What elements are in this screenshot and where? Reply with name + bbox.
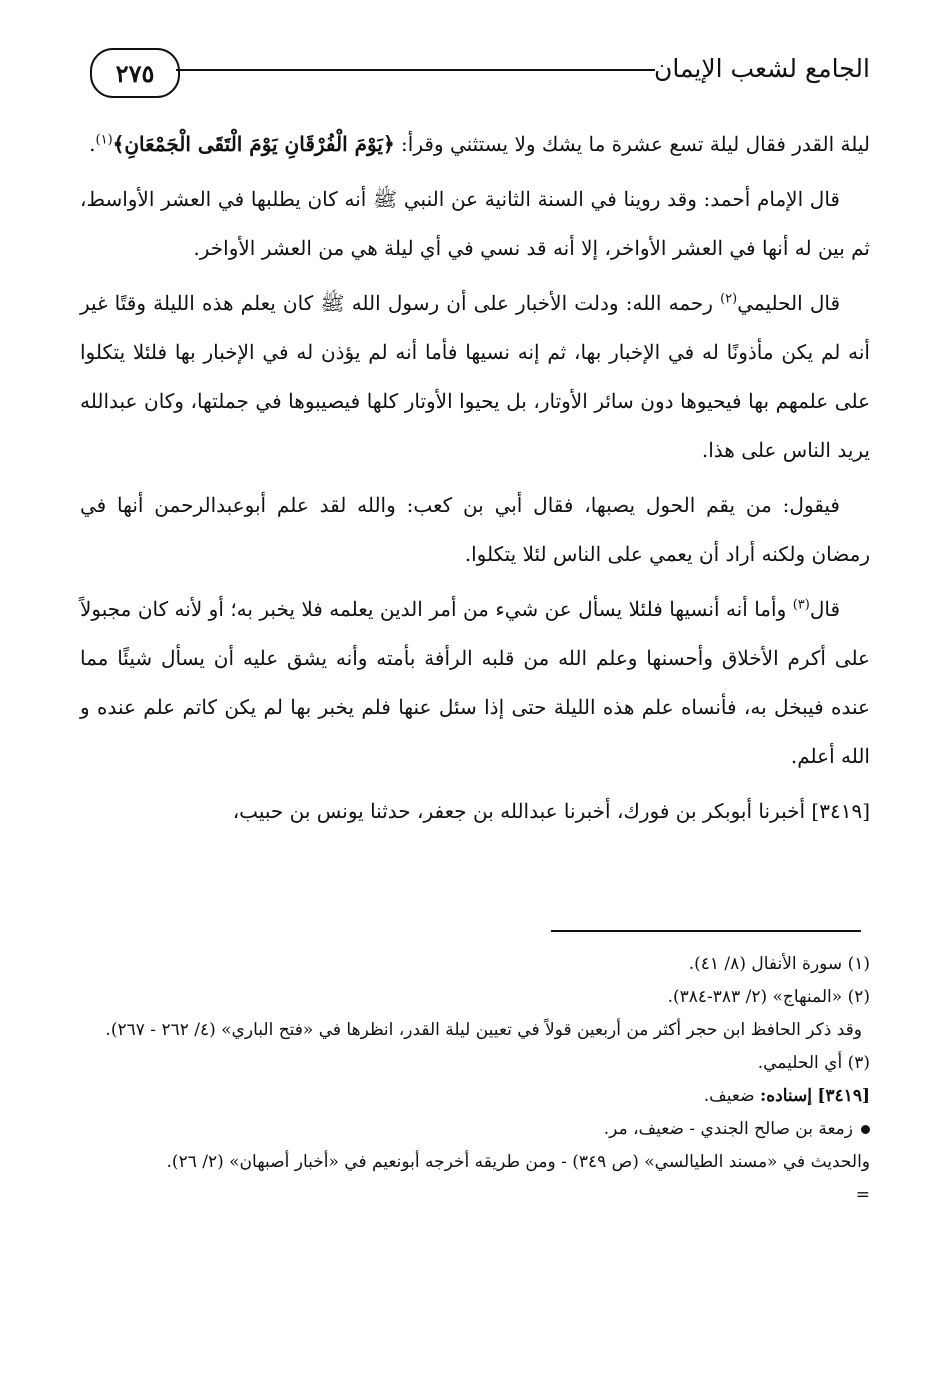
bullet-icon bbox=[861, 1125, 870, 1134]
footnote-5 bbox=[80, 1113, 870, 1146]
footnote-5-text: زمعة بن صالح الجندي - ضعيف، مر. bbox=[603, 1119, 853, 1139]
footnote-separator bbox=[551, 930, 861, 932]
paragraph-1-end: . bbox=[89, 132, 96, 156]
paragraph-3-text: رحمه الله: ودلت الأخبار على أن رسول الله ﷺ كان يعلم هذه الليلة وقتًا غير أنه لم يكن مأذونًا له في الإخبار بها، ثم إنه نسيها فأما أنه لم يؤذن له في الإخبار بها فلئلا يتكلوا على علمهم بها فيحيوها دون سائر الأوتار، بل يحيوا الأوتار كلها فيصيبوها في جملتها، وكان عبدالله يريد الناس على هذا. bbox=[80, 291, 870, 462]
running-title: الجامع لشعب الإيمان bbox=[653, 54, 870, 83]
footnote-hadith-number: [٣٤١٩] bbox=[817, 1086, 870, 1106]
quran-verse: ﴿يَوْمَ الْفُرْقَانِ يَوْمَ الْتَقَى الْجَمْعَانِ﴾ bbox=[112, 132, 395, 156]
footnote-6: والحديث في «مسند الطيالسي» (ص ٣٤٩) - ومن طريقه أخرجه أبونعيم في «أخبار أصبهان» (٢/ ٢٦). bbox=[166, 1152, 870, 1172]
footnote-ref-1: (١) bbox=[95, 132, 113, 148]
hadith-number: [٣٤١٩] bbox=[811, 799, 870, 823]
page-number: ٢٧٥ bbox=[90, 48, 180, 98]
paragraph-5-text: وأما أنه أنسيها فلئلا يسأل عن شيء من أمر الدين يعلمه فلا يخبر به؛ أو لأنه كان مجبولاً على أكرم الأخلاق وأحسنها وعلم الله من قلبه الرأفة بأمته وأنه يشق عليه أن يسأل شيئًا مما عنده فيبخل به، فأنساه علم هذه الليلة حتى إذا سئل عنها فلم يخبر بها لم يكن كاتم علم عنده و الله أعلم. bbox=[80, 597, 870, 768]
continuation-mark: = bbox=[855, 1185, 870, 1205]
footnote-2-note: وقد ذكر الحافظ ابن حجر أكثر من أربعين قولاً في تعيين ليلة القدر، انظرها في «فتح الباري» (٤/ ٢٦٢ - ٢٦٧). bbox=[105, 1020, 862, 1040]
footnotes bbox=[80, 948, 870, 1212]
footnote-ref-2: (٢) bbox=[720, 291, 738, 307]
footnote-isnad-label: إسناده: bbox=[759, 1086, 812, 1106]
paragraph-6-text: أخبرنا أبوبكر بن فورك، أخبرنا عبدالله بن جعفر، حدثنا يونس بن حبيب، bbox=[232, 799, 806, 823]
header-rule bbox=[176, 69, 655, 71]
footnote-isnad-grade: ضعيف. bbox=[703, 1086, 755, 1106]
footnote-2: (٢) «المنهاج» (٢/ ٣٨٣-٣٨٤). bbox=[667, 987, 870, 1007]
footnote-1: (١) سورة الأنفال (٨/ ٤١). bbox=[688, 954, 870, 974]
paragraph-3-start: قال الحليمي bbox=[737, 291, 841, 315]
paragraph-6 bbox=[80, 787, 870, 836]
paragraph-4: فيقول: من يقم الحول يصبها، فقال أبي بن كعب: والله لقد علم أبوعبدالرحمن أنها في رمضان ولكنه أراد أن يعمي على الناس لئلا يتكلوا. bbox=[80, 493, 870, 566]
paragraph-1-text: ليلة القدر فقال ليلة تسع عشرة ما يشك ولا يستثني وقرأ: bbox=[401, 132, 870, 156]
paragraph-2: قال الإمام أحمد: وقد روينا في السنة الثانية عن النبي ﷺ أنه كان يطلبها في العشر الأواسط، ثم بين له أنها في العشر الأواخر، إلا أنه قد نسي في أي ليلة هي من العشر الأواخر. bbox=[80, 187, 870, 260]
paragraph-5-start: قال bbox=[809, 597, 841, 621]
footnote-ref-3: (٣) bbox=[792, 597, 810, 613]
paragraph-5 bbox=[80, 585, 870, 781]
main-text bbox=[80, 120, 870, 842]
footnote-3: (٣) أي الحليمي. bbox=[757, 1053, 870, 1073]
paragraph-1 bbox=[80, 120, 870, 169]
paragraph-3 bbox=[80, 279, 870, 475]
page-header bbox=[80, 42, 870, 102]
footnote-4 bbox=[80, 1080, 870, 1113]
